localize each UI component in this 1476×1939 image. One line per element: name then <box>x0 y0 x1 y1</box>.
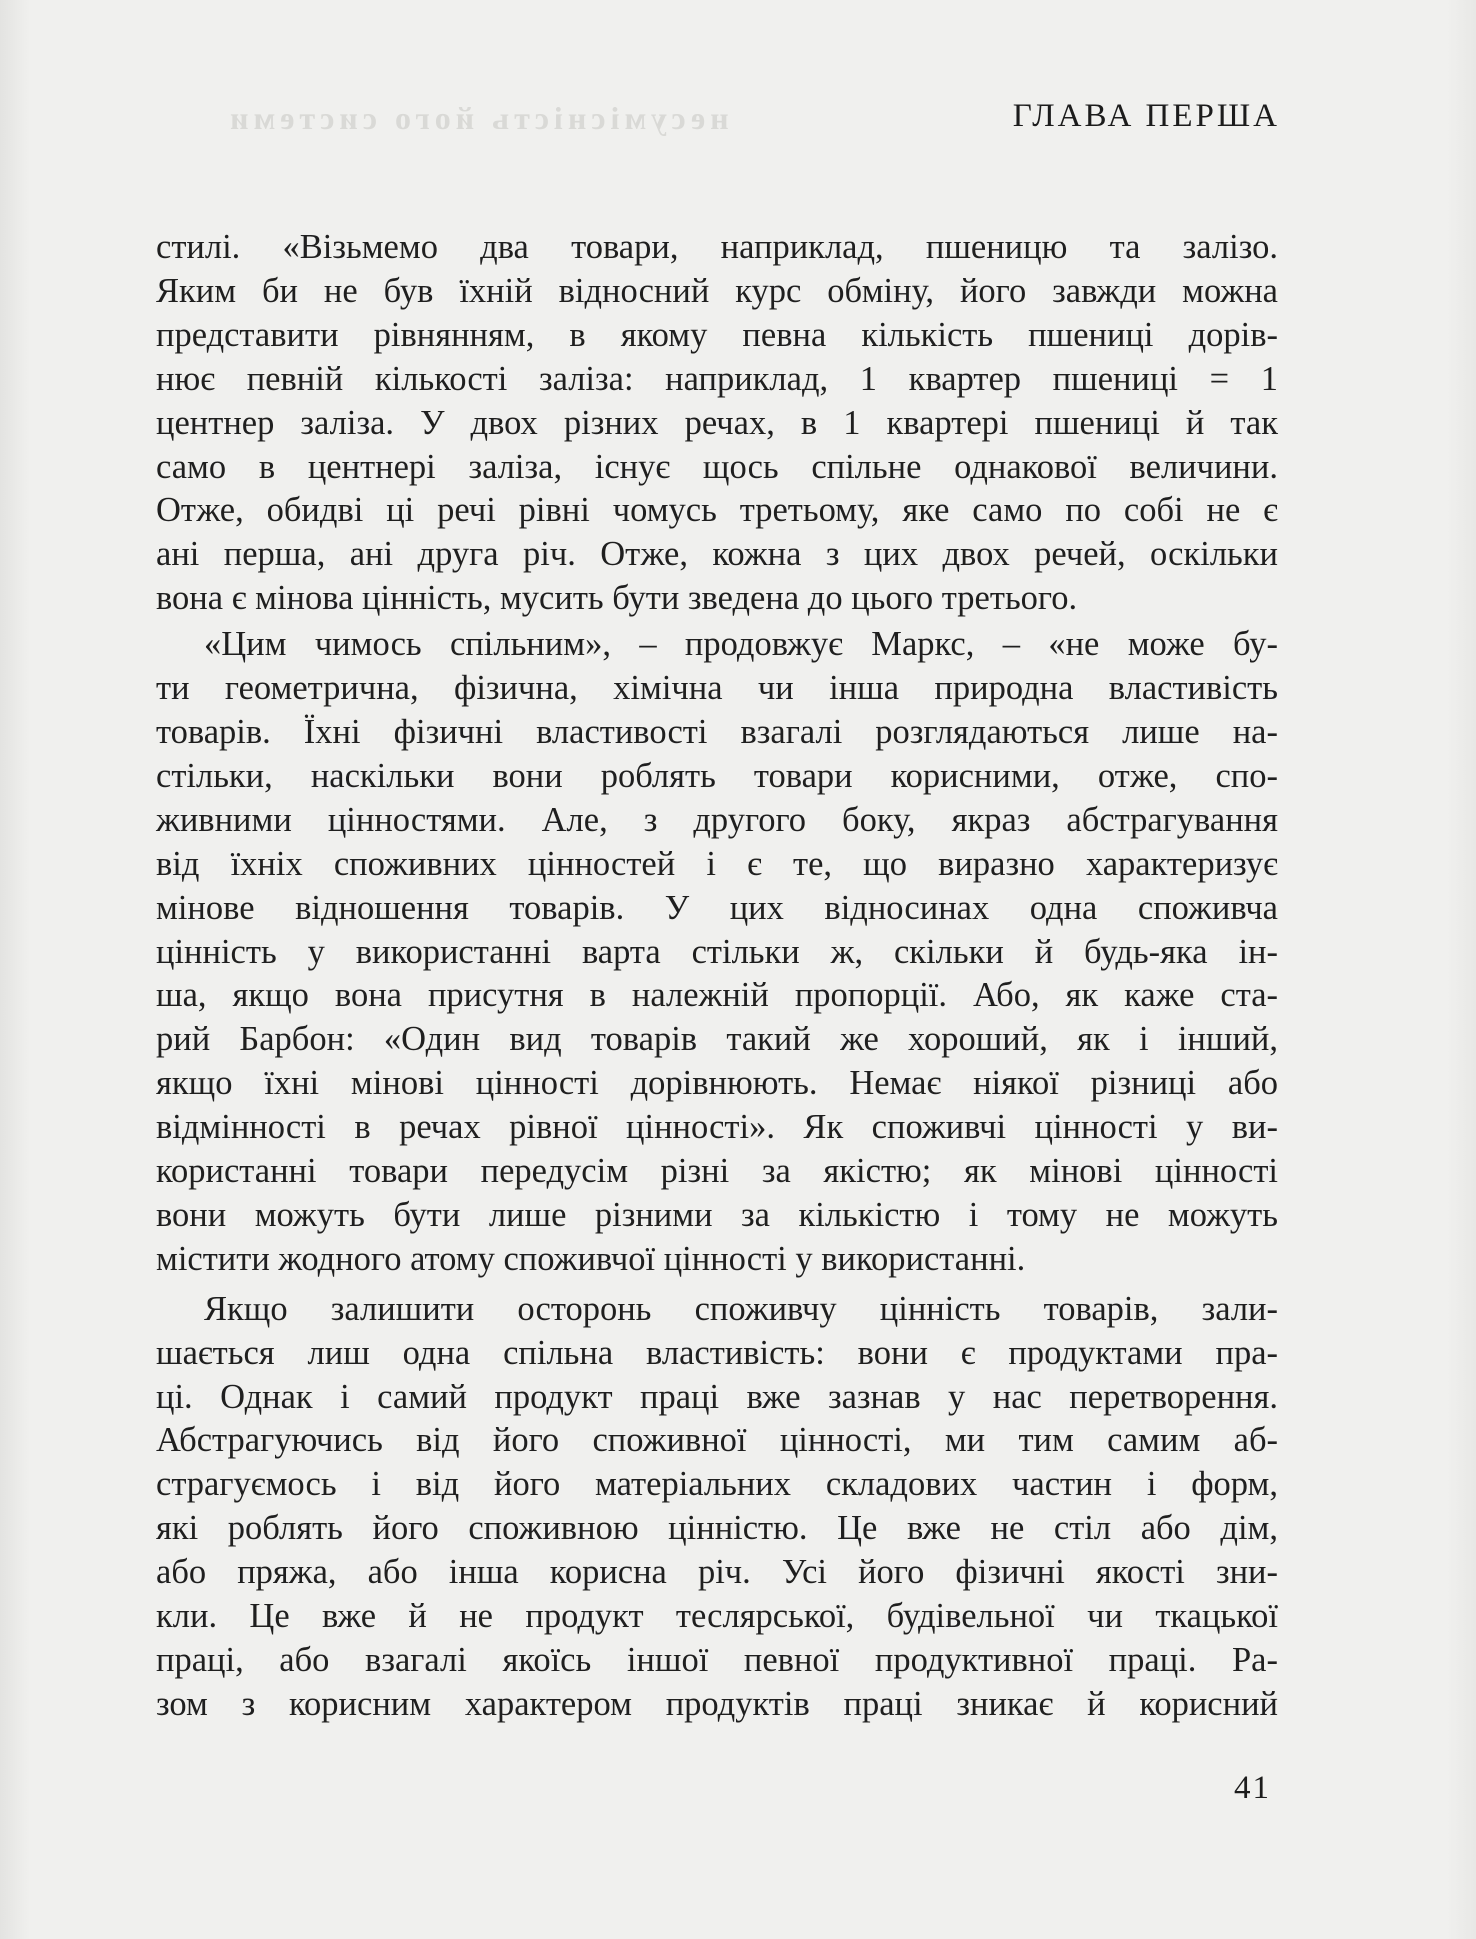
text-line: «Цим чимось спільним», – продовжує Маркс, – «не може бу- <box>204 625 1278 664</box>
text-line: зом з корисним характером продуктів праці зникає й корисний <box>156 1684 1278 1723</box>
text-line: мінове відношення товарів. У цих відносинах одна споживча <box>156 888 1278 927</box>
show-through-text: несумісність його системи <box>225 100 729 136</box>
running-head: ГЛАВА ПЕРША <box>1012 98 1280 134</box>
text-line: які роблять його споживною цінністю. Це вже не стіл або дім, <box>156 1509 1278 1548</box>
text-line: шається лиш одна спільна властивість: вони є продуктами пра- <box>156 1333 1278 1372</box>
text-line: представити рівнянням, в якому певна кількість пшениці дорів- <box>156 315 1278 354</box>
text-line: ці. Однак і самий продукт праці вже зазнав у нас перетворення. <box>156 1377 1278 1416</box>
text-line: стилі. «Візьмемо два товари, наприклад, пшеницю та залізо. <box>156 228 1278 266</box>
text-line: рий Барбон: «Один вид товарів такий же хороший, як і інший, <box>156 1020 1278 1059</box>
text-line: праці, або взагалі якоїсь іншої певної продуктивної праці. Ра- <box>156 1641 1278 1679</box>
text-line: Яким би не був їхній відносний курс обміну, його завжди можна <box>156 271 1278 310</box>
paragraph <box>156 1288 1278 1727</box>
text-line: цінність у використанні варта стільки ж, скільки й будь-яка ін- <box>156 932 1278 971</box>
text-line: або пряжа, або інша корисна річ. Усі його фізичні якості зни- <box>156 1553 1278 1592</box>
text-line: кли. Це вже й не продукт теслярської, будівельної чи ткацької <box>156 1597 1278 1636</box>
paragraph <box>156 226 1278 621</box>
page-number: 41 <box>1234 1770 1271 1806</box>
text-line: товарів. Їхні фізичні властивості взагалі розглядаються лише на- <box>156 712 1278 751</box>
text-line: живними цінностями. Але, з другого боку, якраз абстрагування <box>156 800 1278 839</box>
text-line: ані перша, ані друга річ. Отже, кожна з цих двох речей, оскільки <box>156 535 1278 574</box>
text-line: Абстрагуючись від його споживної цінності, ми тим самим аб- <box>156 1421 1278 1460</box>
text-line: нює певній кількості заліза: наприклад, 1 квартер пшениці = 1 <box>156 359 1278 398</box>
text-line: відмінності в речах рівної цінності». Як споживчі цінності у ви- <box>156 1108 1278 1147</box>
text-line: вони можуть бути лише різними за кількістю і тому не можуть <box>156 1195 1278 1234</box>
text-line: вона є мінова цінність, мусить бути зведена до цього третього. <box>156 579 1078 618</box>
text-line: ти геометрична, фізична, хімічна чи інша природна властивість <box>156 669 1278 708</box>
text-line: стільки, наскільки вони роблять товари корисними, отже, спо- <box>156 756 1278 795</box>
text-line: Якщо залишити осторонь споживчу цінність товарів, зали- <box>204 1289 1278 1328</box>
text-line: містити жодного атому споживчої цінності у використанні. <box>156 1239 1026 1278</box>
text-line: користанні товари передусім різні за якістю; як мінові цінності <box>156 1152 1278 1191</box>
text-line: центнер заліза. У двох різних речах, в 1 квартері пшениці й так <box>156 403 1278 442</box>
text-line: якщо їхні мінові цінності дорівнюють. Немає ніякої різниці або <box>156 1064 1278 1103</box>
text-line: від їхніх споживних цінностей і є те, що виразно характеризує <box>156 844 1278 883</box>
text-line: Отже, обидві ці речі рівні чомусь третьому, яке само по собі не є <box>156 491 1278 530</box>
text-line: ша, якщо вона присутня в належній пропорції. Або, як каже ста- <box>156 976 1278 1015</box>
text-line: страгуємось і від його матеріальних складових частин і форм, <box>156 1465 1278 1504</box>
paragraph <box>156 623 1278 1282</box>
body-text <box>156 226 1278 1727</box>
text-line: само в центнері заліза, існує щось спільне однакової величини. <box>156 447 1278 486</box>
